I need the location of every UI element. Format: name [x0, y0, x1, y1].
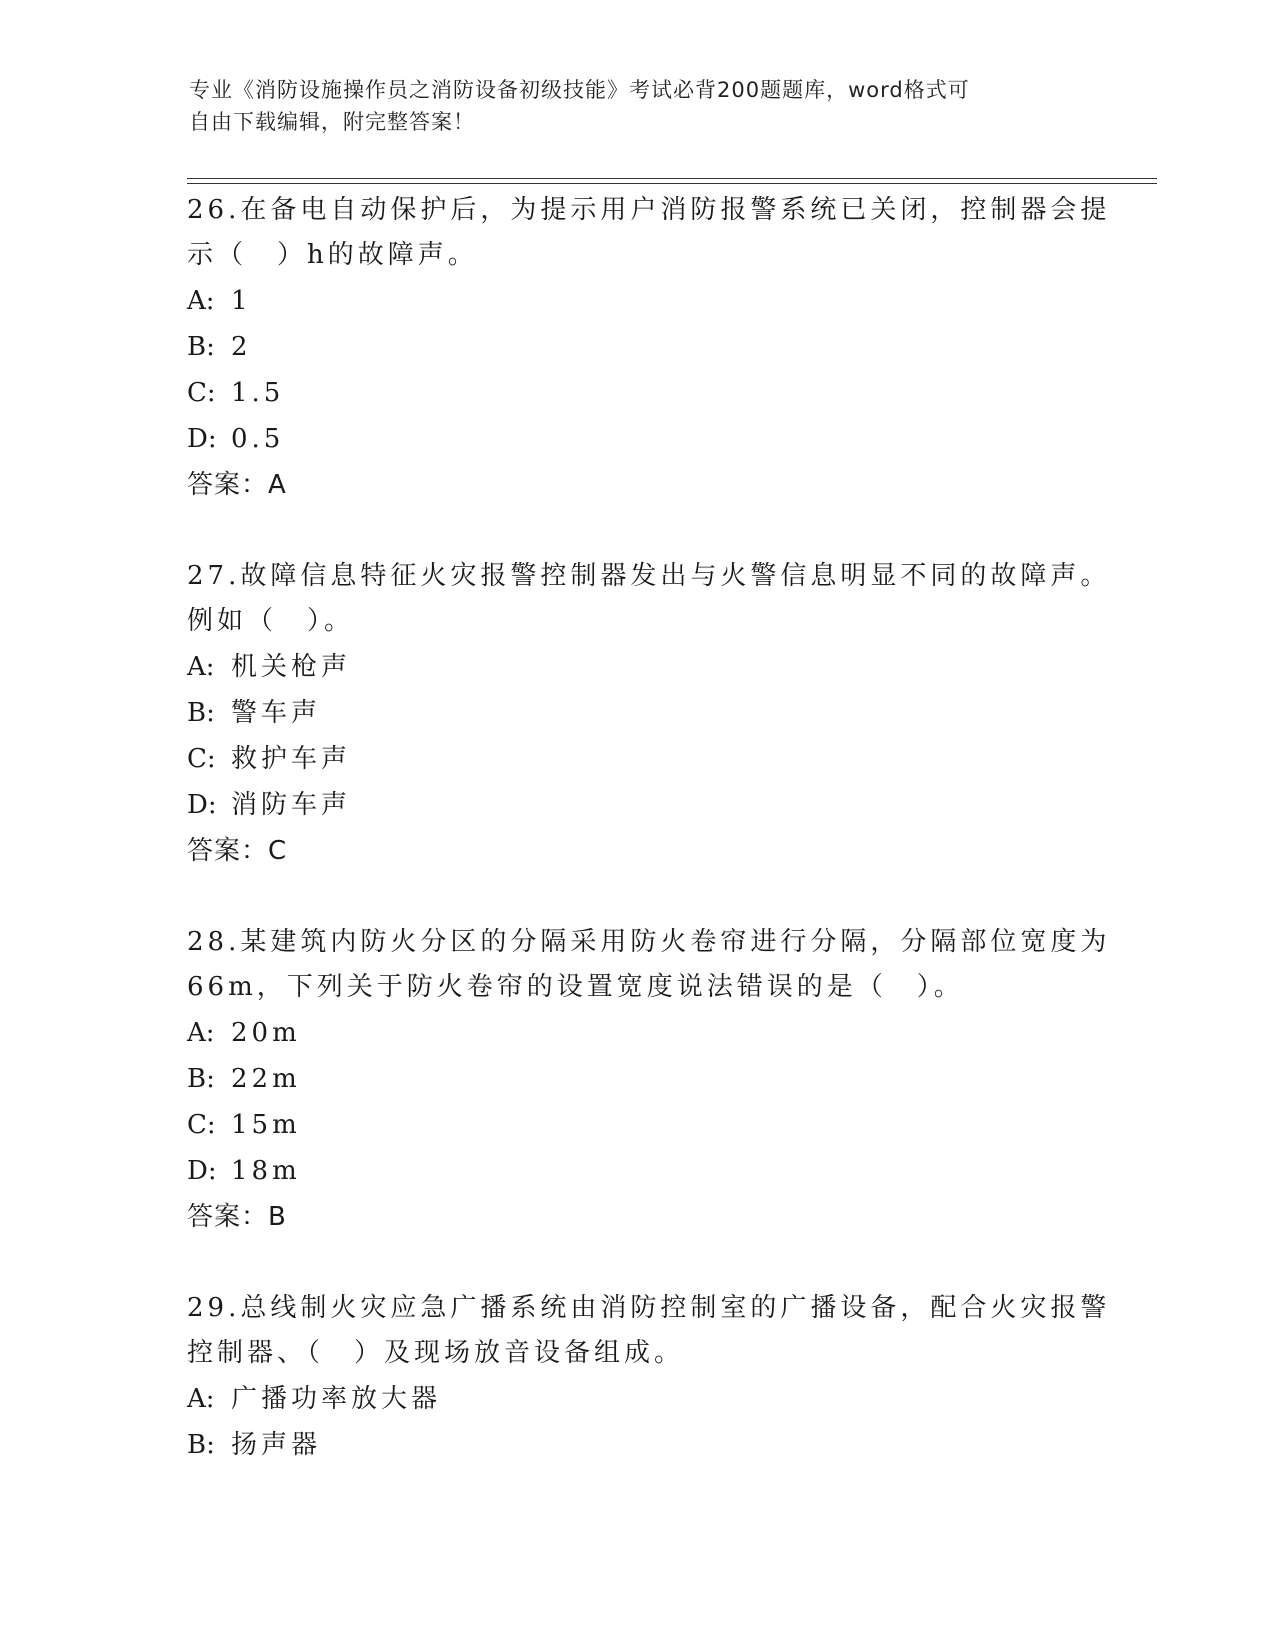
option-c: [187, 1102, 1087, 1148]
option-key: D:: [187, 424, 217, 454]
question-text-line: 66m，下列关于防火卷帘的设置宽度说法错误的是（ ）。: [187, 972, 964, 1002]
option-d: [187, 1148, 1087, 1194]
option-key: B:: [187, 332, 215, 362]
option-c: [187, 370, 1087, 416]
option-a: [187, 278, 1087, 324]
option-value: 22m: [231, 1064, 301, 1094]
option-value: 1.5: [231, 378, 285, 408]
question-block: [187, 1286, 1111, 1468]
option-value: 20m: [231, 1018, 301, 1048]
question-text-line: 控制器、（ ）及现场放音设备组成。: [187, 1338, 685, 1368]
option-key: A:: [187, 1018, 215, 1048]
option-key: C:: [187, 1110, 216, 1140]
option-value: 广播功率放大器: [231, 1384, 442, 1414]
option-b: [187, 324, 1087, 370]
option-value: 消防车声: [231, 790, 352, 820]
question-text: [187, 188, 1111, 278]
question-text-line: 26.在备电自动保护后，为提示用户消防报警系统已关闭，控制器会提: [187, 195, 1111, 225]
option-key: C:: [187, 744, 216, 774]
option-d: [187, 416, 1087, 462]
option-value: 警车声: [231, 698, 322, 728]
option-b: [187, 1056, 1087, 1102]
header-divider: [187, 178, 1157, 179]
option-key: A:: [187, 1384, 215, 1414]
option-b: [187, 690, 1087, 736]
option-a: [187, 1010, 1087, 1056]
option-key: B:: [187, 698, 215, 728]
answer-line: 答案：A: [187, 470, 287, 500]
option-value: 扬声器: [231, 1430, 322, 1460]
header-line: 自由下载编辑，附完整答案！: [189, 110, 475, 134]
option-d: [187, 782, 1087, 828]
document-header: [189, 74, 1069, 138]
option-key: B:: [187, 1430, 215, 1460]
option-key: A:: [187, 652, 215, 682]
option-a: [187, 1376, 1087, 1422]
option-key: D:: [187, 1156, 217, 1186]
option-key: C:: [187, 378, 216, 408]
question-block: [187, 554, 1111, 874]
option-value: 1: [231, 286, 252, 316]
answer-line: 答案：B: [187, 1202, 287, 1232]
header-line: 专业《消防设施操作员之消防设备初级技能》考试必背200题题库，word格式可: [189, 78, 970, 102]
answer-line: 答案：C: [187, 836, 288, 866]
question-block: [187, 188, 1111, 508]
question-text: [187, 1286, 1111, 1376]
option-value: 0.5: [231, 424, 285, 454]
option-key: A:: [187, 286, 215, 316]
option-value: 18m: [231, 1156, 301, 1186]
question-text-line: 27.故障信息特征火灾报警控制器发出与火警信息明显不同的故障声。: [187, 561, 1111, 591]
question-text-line: 例如（ ）。: [187, 606, 355, 636]
option-key: D:: [187, 790, 217, 820]
question-text-line: 28.某建筑内防火分区的分隔采用防火卷帘进行分隔，分隔部位宽度为: [187, 927, 1111, 957]
question-text: [187, 920, 1111, 1010]
option-value: 15m: [231, 1110, 301, 1140]
option-c: [187, 736, 1087, 782]
option-key: B:: [187, 1064, 215, 1094]
question-text: [187, 554, 1111, 644]
option-value: 2: [231, 332, 252, 362]
question-text-line: 示（ ）h的故障声。: [187, 240, 478, 270]
option-value: 机关枪声: [231, 652, 352, 682]
question-block: [187, 920, 1111, 1240]
question-text-line: 29.总线制火灾应急广播系统由消防控制室的广播设备，配合火灾报警: [187, 1293, 1111, 1323]
header-divider: [187, 183, 1157, 184]
option-value: 救护车声: [231, 744, 352, 774]
option-b: [187, 1422, 1087, 1468]
option-a: [187, 644, 1087, 690]
